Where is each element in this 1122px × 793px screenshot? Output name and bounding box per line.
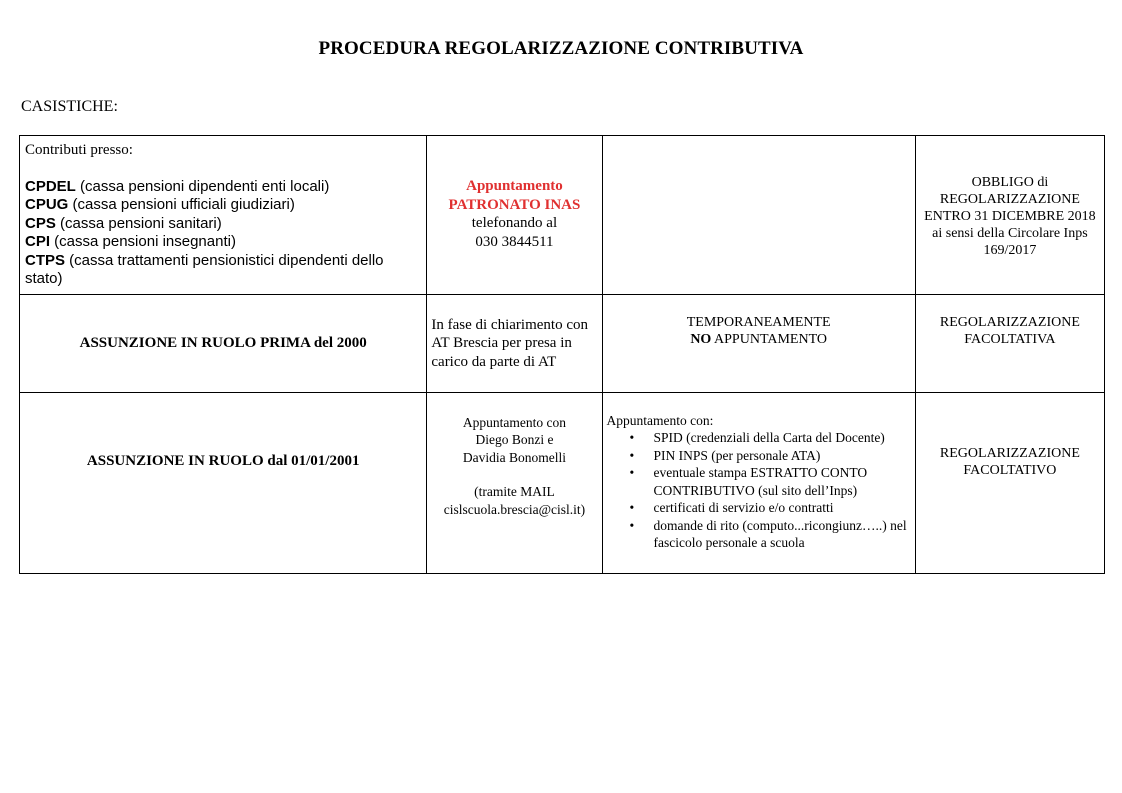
cisl-appointment-line: Appuntamento con bbox=[462, 414, 566, 430]
cell-documenti bbox=[602, 392, 915, 573]
list-item: • certificati di servizio e/o contratti bbox=[654, 499, 911, 517]
contrib-item-cpi: CPI (cassa pensioni insegnanti) bbox=[25, 233, 236, 250]
table-row bbox=[20, 294, 1105, 392]
inas-patronato-label: PATRONATO INAS bbox=[448, 196, 581, 213]
cisl-contact-name: Davidia Bonomelli bbox=[462, 449, 566, 465]
cell-contributi bbox=[20, 136, 427, 295]
temporaneamente-label: TEMPORANEAMENTE bbox=[686, 314, 831, 330]
documenti-intro: Appuntamento con: bbox=[606, 412, 714, 428]
chiarimento-line: carico da parte di AT bbox=[431, 353, 557, 370]
list-item: • SPID (credenziali della Carta del Docente) bbox=[654, 429, 911, 447]
cell-facoltativa bbox=[915, 294, 1104, 392]
list-item: • eventuale stampa ESTRATTO CONTO CONTRIBUTIVO (sul sito dell’Inps) bbox=[654, 464, 911, 499]
facoltativa-label: FACOLTATIVA bbox=[964, 331, 1056, 347]
cell-assunzione-prima-2000 bbox=[20, 294, 427, 392]
cell-assunzione-dal-2001 bbox=[20, 392, 427, 573]
obbligo-line: ai sensi della Circolare Inps bbox=[932, 226, 1088, 241]
cisl-email-address: cislscuola.brescia@cisl.it) bbox=[443, 501, 586, 517]
contrib-item-ctps: CTPS (cassa trattamenti pensionistici dipendenti dello stato) bbox=[25, 251, 384, 287]
cell-appuntamento-inas bbox=[427, 136, 602, 295]
cisl-mail-label: (tramite MAIL bbox=[474, 484, 555, 499]
contrib-item-cps: CPS (cassa pensioni sanitari) bbox=[25, 214, 222, 232]
inas-appointment-label: Appuntamento bbox=[466, 178, 563, 194]
inas-phone-label: telefonando al bbox=[471, 215, 558, 231]
cell-obbligo bbox=[915, 136, 1104, 295]
obbligo-line: 169/2017 bbox=[983, 243, 1037, 258]
obbligo-line: OBBLIGO di bbox=[971, 175, 1049, 190]
facoltativo-label: FACOLTATIVO bbox=[963, 462, 1057, 478]
cisl-contact-name: Diego Bonzi e bbox=[475, 432, 554, 447]
row-heading: ASSUNZIONE IN RUOLO PRIMA del 2000 bbox=[79, 334, 367, 351]
chiarimento-line: In fase di chiarimento con bbox=[431, 316, 588, 333]
section-label: CASISTICHE: bbox=[21, 98, 118, 115]
obbligo-line: ENTRO 31 DICEMBRE 2018 bbox=[924, 209, 1096, 224]
regolarizzazione-label: REGOLARIZZAZIONE bbox=[939, 445, 1080, 461]
cell-chiarimento bbox=[427, 294, 602, 392]
no-appuntamento-label: NO APPUNTAMENTO bbox=[690, 331, 828, 347]
chiarimento-line: AT Brescia per presa in bbox=[431, 335, 572, 351]
casistiche-table bbox=[19, 135, 1105, 574]
cell-no-appuntamento bbox=[602, 294, 915, 392]
document-title: PROCEDURA REGOLARIZZAZIONE CONTRIBUTIVA bbox=[318, 38, 804, 59]
inas-phone-number: 030 3844511 bbox=[475, 233, 554, 250]
documenti-list bbox=[607, 429, 911, 552]
cell-empty bbox=[602, 136, 915, 295]
table-row bbox=[20, 136, 1105, 295]
contrib-item-cpug: CPUG (cassa pensioni ufficiali giudiziari) bbox=[25, 196, 295, 213]
table-row bbox=[20, 392, 1105, 573]
list-item: • domande di rito (computo...ricongiunz…..) nel fascicolo personale a scuola bbox=[654, 517, 911, 552]
cell-facoltativo bbox=[915, 392, 1104, 573]
obbligo-line: REGOLARIZZAZIONE bbox=[939, 192, 1080, 207]
row-heading: ASSUNZIONE IN RUOLO dal 01/01/2001 bbox=[86, 452, 360, 469]
contributi-intro: Contributi presso: bbox=[25, 142, 133, 158]
list-item: • PIN INPS (per personale ATA) bbox=[654, 447, 911, 465]
regolarizzazione-label: REGOLARIZZAZIONE bbox=[939, 314, 1080, 330]
cell-appuntamento-cisl bbox=[427, 392, 602, 573]
contrib-item-cpdel: CPDEL (cassa pensioni dipendenti enti locali) bbox=[25, 177, 330, 195]
